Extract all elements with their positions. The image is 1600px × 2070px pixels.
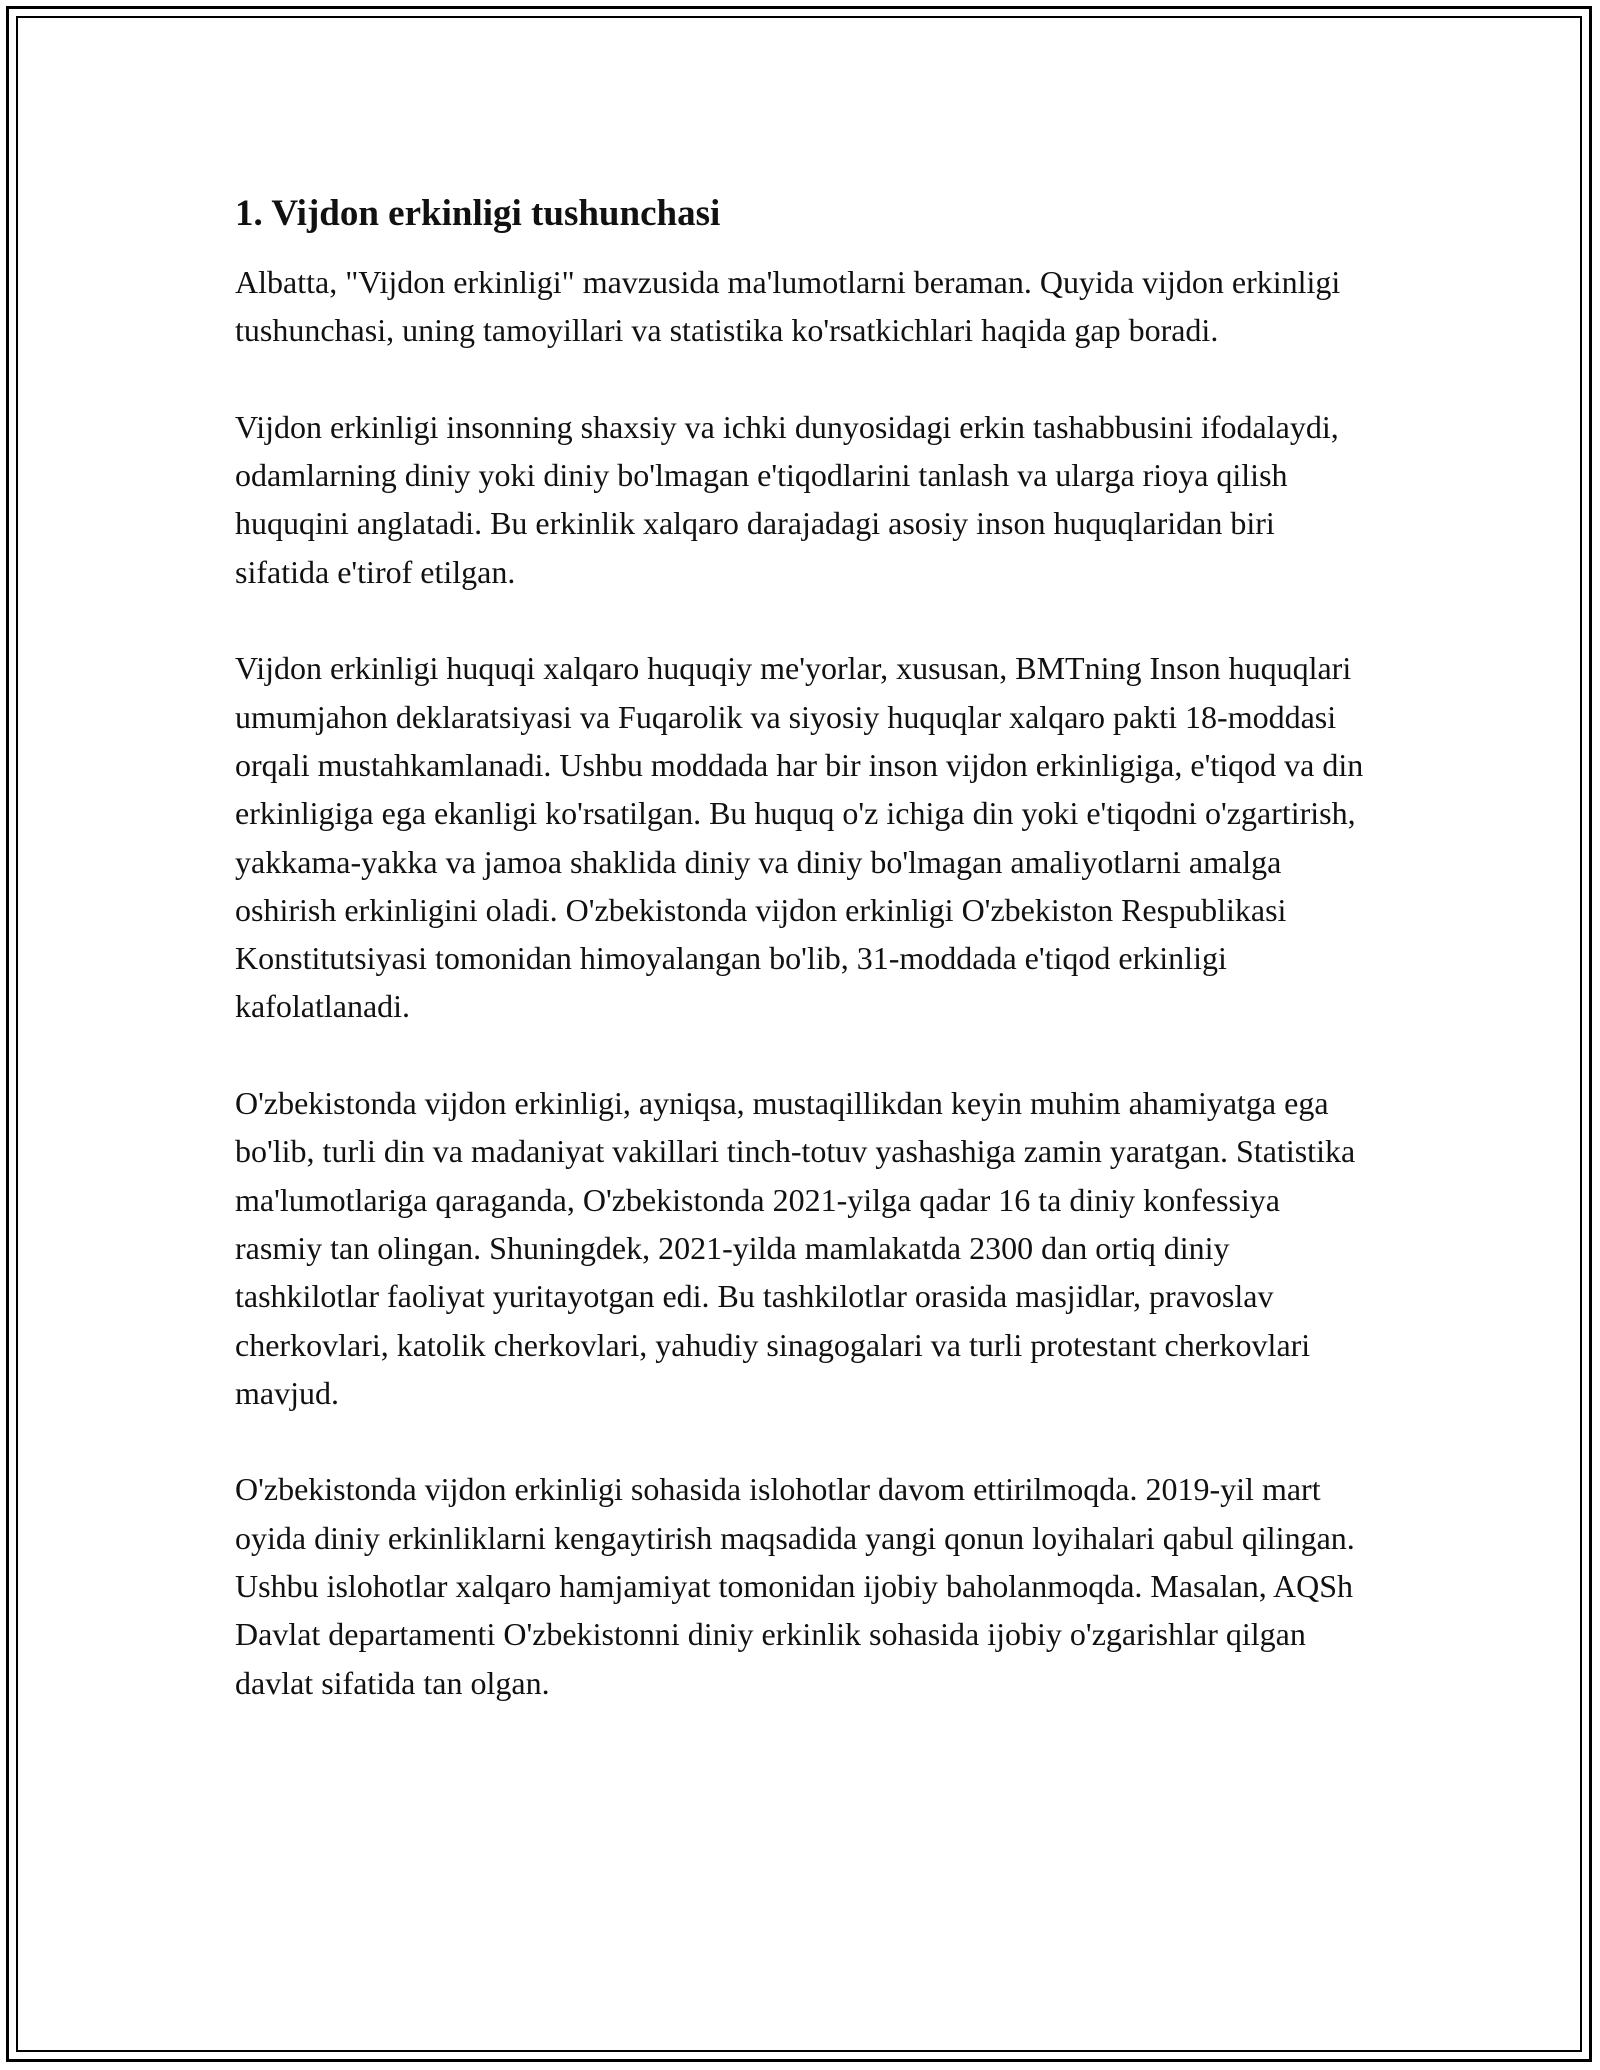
paragraph-intro: Albatta, "Vijdon erkinligi" mavzusida ma'lumotlarni beraman. Quyida vijdon erkinligi tushunchasi, uning tamoyillari va statistika ko'rsatkichlari haqida gap boradi.	[235, 264, 1341, 349]
paragraph-legal-basis: Vijdon erkinligi huquqi xalqaro huquqiy me'yorlar, xususan, BMTning Inson huquqlari umumjahon deklaratsiyasi va Fuqarolik va siyosiy huquqlar xalqaro pakti 18-moddasi orqali mustahkamlanadi. Ushbu moddada har bir inson vijdon erkinligiga, e'tiqod va din erkinligiga ega ekanligi ko'rsatilgan. Bu huquq o'z ichiga din yoki e'tiqodni o'zgartirish, yakkama-yakka va jamoa shaklida diniy va diniy bo'lmagan amaliyotlarni amalga oshirish erkinligini oladi. O'zbekistonda vijdon erkinligi O'zbekiston Respublikasi Konstitutsiyasi tomonidan himoyalangan bo'lib, 31-moddada e'tiqod erkinligi kafolatlanadi.	[235, 650, 1364, 1025]
document-body	[235, 190, 1375, 1755]
paragraph-definition: Vijdon erkinligi insonning shaxsiy va ichki dunyosidagi erkin tashabbusini ifodalaydi, odamlarning diniy yoki diniy bo'lmagan e'tiqodlarini tanlash va ularga rioya qilish huquqini anglatadi. Bu erkinlik xalqaro darajadagi asosiy inson huquqlaridan biri sifatida e'tirof etilgan.	[235, 408, 1339, 590]
paragraph-reforms: O'zbekistonda vijdon erkinligi sohasida islohotlar davom ettirilmoqda. 2019-yil mart oyida diniy erkinliklarni kengaytirish maqsadida yangi qonun loyihalari qabul qilingan. Ushbu islohotlar xalqaro hamjamiyat tomonidan ijobiy baholanmoqda. Masalan, AQSh Davlat departamenti O'zbekistonni diniy erkinlik sohasida ijobiy o'zgarishlar qilgan davlat sifatida tan olgan.	[235, 1471, 1355, 1701]
paragraph-statistics: O'zbekistonda vijdon erkinligi, ayniqsa, mustaqillikdan keyin muhim ahamiyatga ega bo'lib, turli din va madaniyat vakillari tinch-totuv yashashiga zamin yaratgan. Statistika ma'lumotlariga qaraganda, O'zbekistonda 2021-yilga qadar 16 ta diniy konfessiya rasmiy tan olingan. Shuningdek, 2021-yilda mamlakatda 2300 dan ortiq diniy tashkilotlar faoliyat yuritayotgan edi. Bu tashkilotlar orasida masjidlar, pravoslav cherkovlari, katolik cherkovlari, yahudiy sinagogalari va turli protestant cherkovlari mavjud.	[235, 1085, 1356, 1411]
section-title: 1. Vijdon erkinligi tushunchasi	[235, 193, 721, 234]
